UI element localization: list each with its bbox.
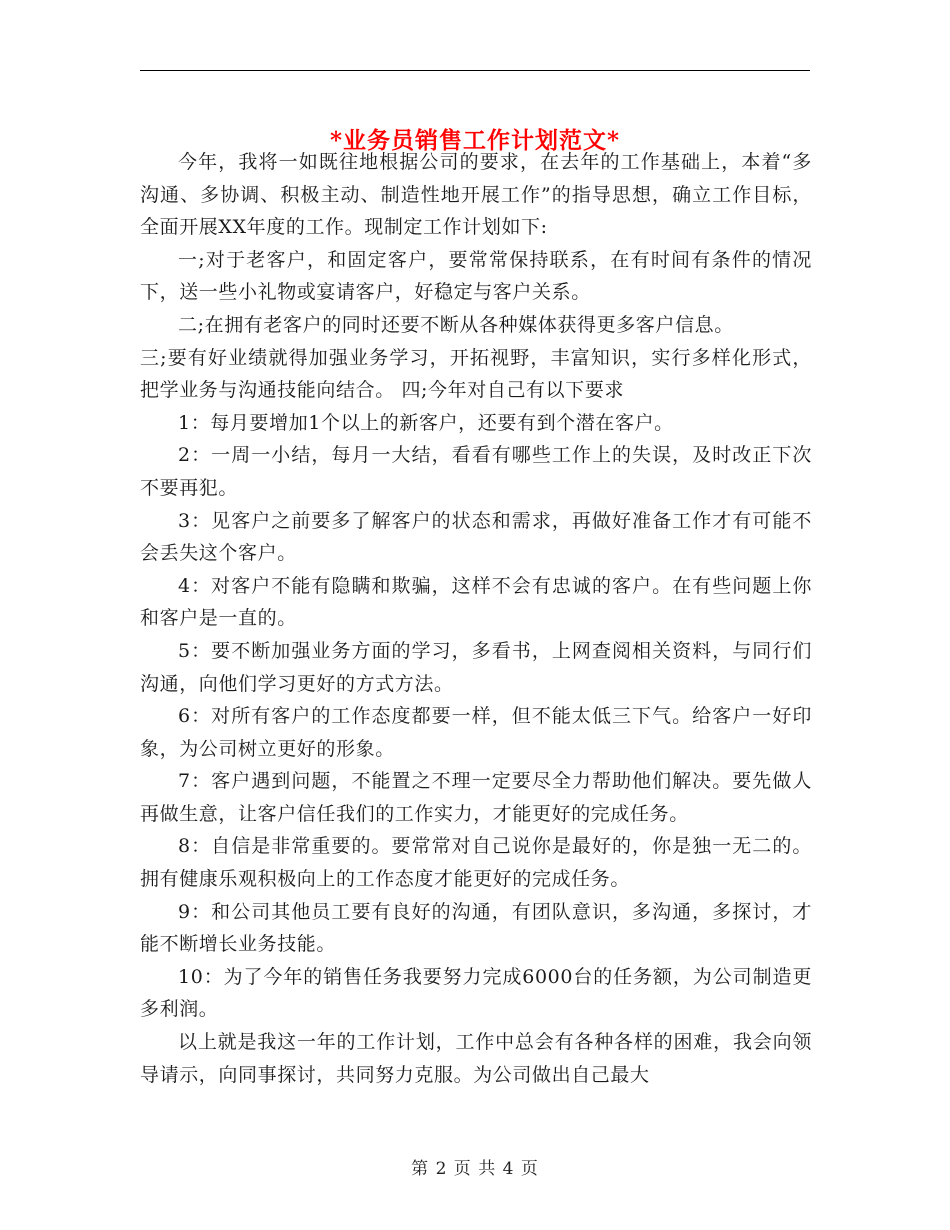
paragraph-requirement-3: 3：见客户之前要多了解客户的状态和需求，再做好准备工作才有可能不会丢失这个客户。	[140, 509, 812, 565]
header-rule	[140, 70, 810, 71]
paragraph-requirement-6: 6：对所有客户的工作态度都要一样，但不能太低三下气。给客户一好印象，为公司树立更好的形象。	[140, 705, 812, 760]
paragraph-requirement-5: 5：要不断加强业务方面的学习，多看书，上网查阅相关资料，与同行们沟通，向他们学习更好的方式方法。	[140, 639, 812, 695]
paragraph-requirement-9: 9：和公司其他员工要有良好的沟通，有团队意识，多沟通，多探讨，才能不断增长业务技能。	[140, 900, 812, 956]
paragraph-requirement-2: 2：一周一小结，每月一大结，看看有哪些工作上的失误，及时改正下次不要再犯。	[140, 444, 812, 499]
document-body	[140, 146, 812, 1091]
page-number-footer: 第 2 页 共 4 页	[411, 1159, 539, 1179]
paragraph-requirement-1: 1：每月要增加1个以上的新客户，还要有到个潜在客户。	[178, 411, 674, 434]
paragraph-item-three: 三;要有好业绩就得加强业务学习，开拓视野，丰富知识，实行多样化形式，把学业务与沟通技能向结合。 四;今年对自己有以下要求	[140, 346, 812, 402]
document-title: *业务员销售工作计划范文*	[329, 127, 621, 155]
paragraph-item-two: 二;在拥有老客户的同时还要不断从各种媒体获得更多客户信息。	[178, 313, 734, 336]
paragraph-intro: 今年，我将一如既往地根据公司的要求，在去年的工作基础上，本着“多沟通、多协调、积极主动、制造性地开展工作”的指导思想，确立工作目标，全面开展XX年度的工作。现制定工作计划如下:	[140, 151, 812, 239]
paragraph-item-one: 一;对于老客户，和固定客户，要常常保持联系，在有时间有条件的情况下，送一些小礼物或宴请客户，好稳定与客户关系。	[140, 248, 812, 304]
paragraph-conclusion: 以上就是我这一年的工作计划，工作中总会有各种各样的困难，我会向领导请示，向同事探讨，共同努力克服。为公司做出自己最大	[140, 1031, 812, 1086]
paragraph-requirement-8: 8：自信是非常重要的。要常常对自己说你是最好的，你是独一无二的。拥有健康乐观积极向上的工作态度才能更好的完成任务。	[140, 835, 812, 891]
paragraph-requirement-4: 4：对客户不能有隐瞒和欺骗，这样不会有忠诚的客户。在有些问题上你和客户是一直的。	[140, 574, 812, 630]
paragraph-requirement-10: 10：为了今年的销售任务我要努力完成6000台的任务额，为公司制造更多利润。	[140, 965, 812, 1021]
paragraph-requirement-7: 7：客户遇到问题，不能置之不理一定要尽全力帮助他们解决。要先做人再做生意，让客户信任我们的工作实力，才能更好的完成任务。	[140, 770, 812, 825]
